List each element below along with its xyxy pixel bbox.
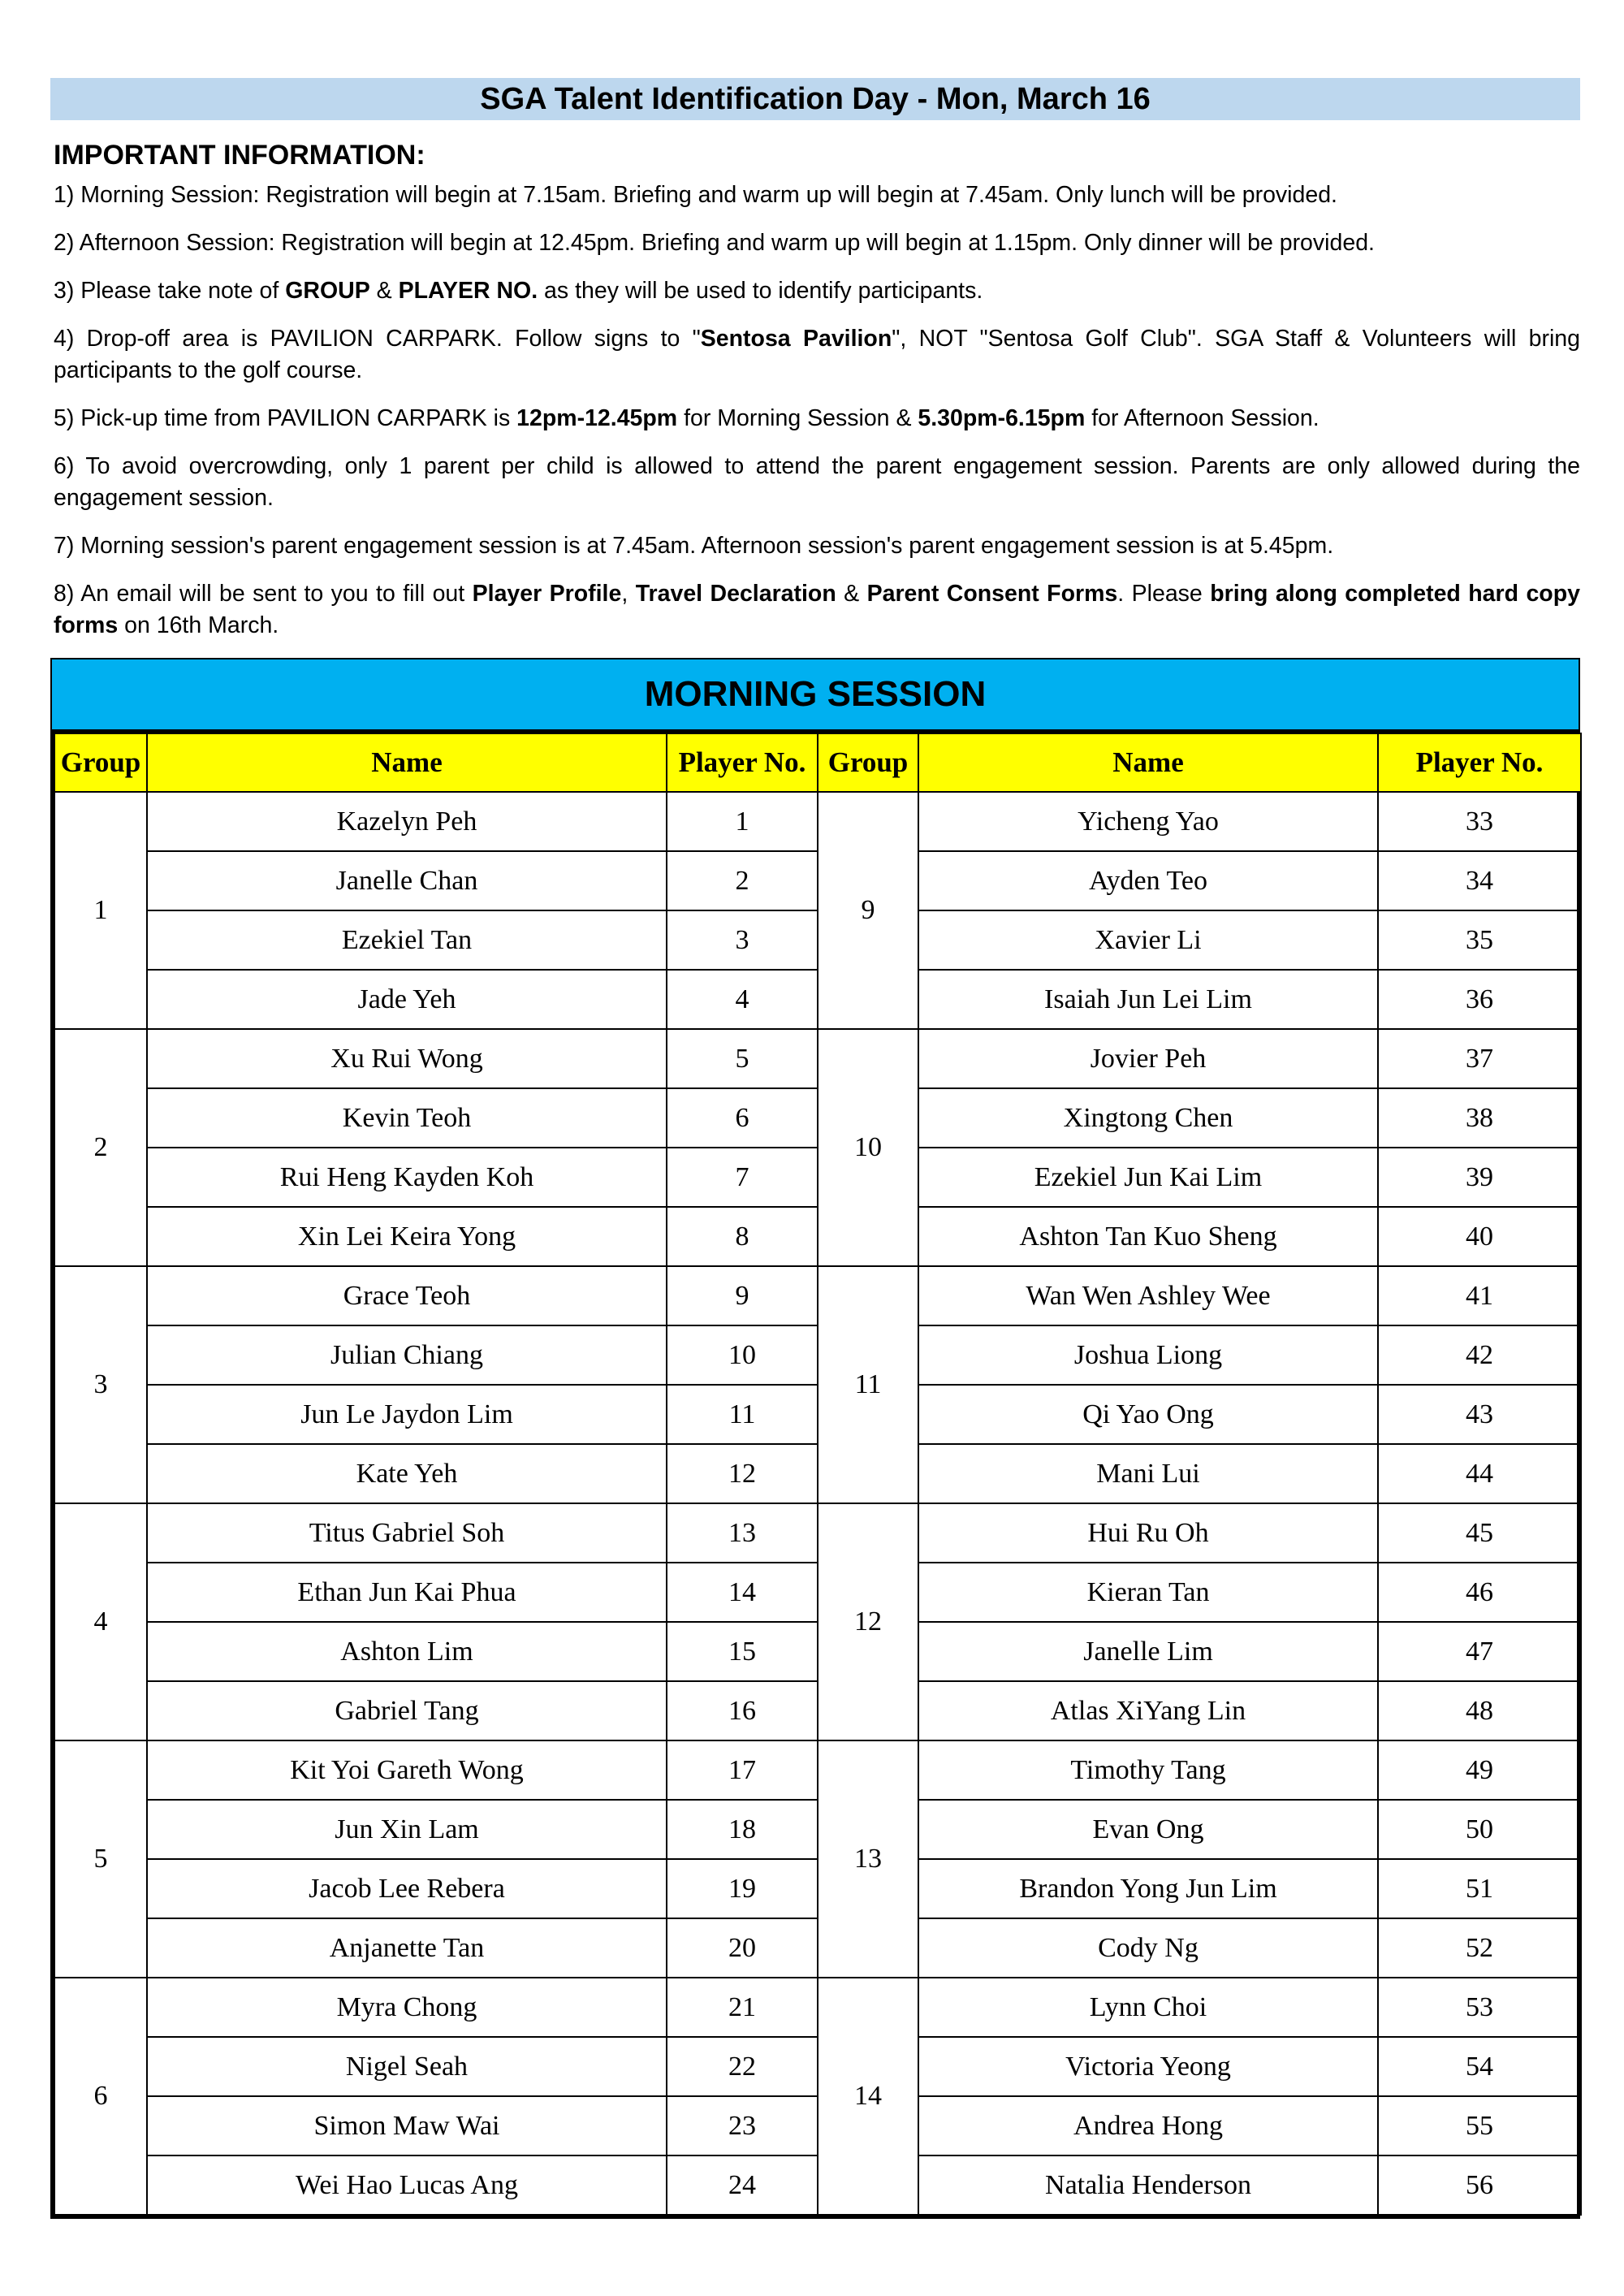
table-row <box>54 1740 1581 1800</box>
info-bold-text: Player Profile <box>472 581 622 607</box>
info-bold-text: Sentosa Pavilion <box>700 326 892 352</box>
player-name: Wei Hao Lucas Ang <box>147 2155 667 2215</box>
player-number: 45 <box>1378 1503 1581 1563</box>
player-number: 6 <box>667 1088 818 1148</box>
player-number: 43 <box>1378 1385 1581 1444</box>
player-name: Jacob Lee Rebera <box>147 1859 667 1918</box>
info-text: for Morning Session & <box>677 405 918 431</box>
group-cell: 2 <box>54 1029 147 1266</box>
player-name: Jun Xin Lam <box>147 1800 667 1859</box>
group-cell: 6 <box>54 1978 147 2215</box>
player-number: 24 <box>667 2155 818 2215</box>
player-number: 4 <box>667 970 818 1029</box>
info-item <box>54 530 1580 562</box>
player-number: 23 <box>667 2096 818 2155</box>
player-name: Hui Ru Oh <box>918 1503 1378 1563</box>
player-name: Julian Chiang <box>147 1325 667 1385</box>
player-name: Grace Teoh <box>147 1266 667 1325</box>
player-name: Wan Wen Ashley Wee <box>918 1266 1378 1325</box>
player-name: Jade Yeh <box>147 970 667 1029</box>
player-name: Nigel Seah <box>147 2037 667 2096</box>
player-name: Ezekiel Jun Kai Lim <box>918 1148 1378 1207</box>
player-number: 33 <box>1378 792 1581 851</box>
info-bold-text: GROUP <box>285 278 370 304</box>
player-name: Kate Yeh <box>147 1444 667 1503</box>
player-name: Kazelyn Peh <box>147 792 667 851</box>
info-text: 7) Morning session's parent engagement session is at 7.45am. Afternoon session's parent engagement session is at 5.45pm. <box>54 533 1334 559</box>
player-name: Mani Lui <box>918 1444 1378 1503</box>
player-name: Cody Ng <box>918 1918 1378 1978</box>
player-number: 40 <box>1378 1207 1581 1266</box>
header-group-right: Group <box>818 733 918 792</box>
player-name: Myra Chong <box>147 1978 667 2037</box>
player-number: 12 <box>667 1444 818 1503</box>
group-cell: 12 <box>818 1503 918 1740</box>
player-name: Xavier Li <box>918 910 1378 970</box>
info-bold-text: Travel Declaration <box>635 581 836 607</box>
player-name: Joshua Liong <box>918 1325 1378 1385</box>
roster-table-frame <box>50 729 1580 2219</box>
player-number: 52 <box>1378 1918 1581 1978</box>
player-name: Ayden Teo <box>918 851 1378 910</box>
info-text: ", NOT "Sentosa Golf Club". SGA Staff & Volunteers will bring participants to the golf course. <box>54 326 1580 383</box>
group-cell: 10 <box>818 1029 918 1266</box>
group-cell: 5 <box>54 1740 147 1978</box>
player-number: 2 <box>667 851 818 910</box>
page-title: SGA Talent Identification Day - Mon, March 16 <box>50 78 1580 120</box>
player-name: Isaiah Jun Lei Lim <box>918 970 1378 1029</box>
player-number: 34 <box>1378 851 1581 910</box>
info-text: , <box>621 581 636 607</box>
group-cell: 13 <box>818 1740 918 1978</box>
player-name: Kevin Teoh <box>147 1088 667 1148</box>
player-number: 16 <box>667 1681 818 1740</box>
player-number: 20 <box>667 1918 818 1978</box>
info-text: 3) Please take note of <box>54 278 286 304</box>
player-number: 5 <box>667 1029 818 1088</box>
player-number: 47 <box>1378 1622 1581 1681</box>
player-number: 49 <box>1378 1740 1581 1800</box>
player-number: 14 <box>667 1563 818 1622</box>
table-row <box>54 1266 1581 1325</box>
player-name: Kieran Tan <box>918 1563 1378 1622</box>
info-text: 4) Drop-off area is PAVILION CARPARK. Follow signs to " <box>54 326 701 352</box>
player-name: Timothy Tang <box>918 1740 1378 1800</box>
info-text: 8) An email will be sent to you to fill out <box>54 581 473 607</box>
player-number: 56 <box>1378 2155 1581 2215</box>
info-text: 5) Pick-up time from PAVILION CARPARK is <box>54 405 517 431</box>
player-number: 7 <box>667 1148 818 1207</box>
player-number: 9 <box>667 1266 818 1325</box>
player-name: Titus Gabriel Soh <box>147 1503 667 1563</box>
info-bold-text: PLAYER NO. <box>398 278 538 304</box>
info-bold-text: Parent Consent Forms <box>866 581 1118 607</box>
player-name: Andrea Hong <box>918 2096 1378 2155</box>
roster-table <box>54 733 1582 2216</box>
info-text: as they will be used to identify participants. <box>538 278 983 304</box>
header-group-left: Group <box>54 733 147 792</box>
info-bold-text: 12pm-12.45pm <box>516 405 678 431</box>
header-player-no-right: Player No. <box>1378 733 1581 792</box>
info-text: & <box>836 581 867 607</box>
player-number: 3 <box>667 910 818 970</box>
info-item <box>54 179 1580 211</box>
player-number: 53 <box>1378 1978 1581 2037</box>
info-list <box>50 179 1580 642</box>
info-text: 6) To avoid overcrowding, only 1 parent per child is allowed to attend the parent engagement session. Parents are only allowed during the engagement session. <box>54 453 1580 511</box>
player-number: 1 <box>667 792 818 851</box>
player-number: 36 <box>1378 970 1581 1029</box>
info-item <box>54 323 1580 387</box>
info-item <box>54 227 1580 259</box>
info-text: for Afternoon Session. <box>1085 405 1320 431</box>
player-name: Rui Heng Kayden Koh <box>147 1148 667 1207</box>
player-number: 11 <box>667 1385 818 1444</box>
player-name: Simon Maw Wai <box>147 2096 667 2155</box>
player-number: 55 <box>1378 2096 1581 2155</box>
player-number: 37 <box>1378 1029 1581 1088</box>
player-name: Janelle Chan <box>147 851 667 910</box>
info-bold-text: 5.30pm-6.15pm <box>918 405 1086 431</box>
player-name: Natalia Henderson <box>918 2155 1378 2215</box>
info-text: 2) Afternoon Session: Registration will begin at 12.45pm. Briefing and warm up will begin at 1.15pm. Only dinner will be provided. <box>54 230 1375 256</box>
roster-body <box>54 792 1581 2215</box>
player-name: Gabriel Tang <box>147 1681 667 1740</box>
player-name: Qi Yao Ong <box>918 1385 1378 1444</box>
table-row <box>54 792 1581 851</box>
header-name-left: Name <box>147 733 667 792</box>
player-number: 17 <box>667 1740 818 1800</box>
player-name: Xin Lei Keira Yong <box>147 1207 667 1266</box>
player-number: 50 <box>1378 1800 1581 1859</box>
player-number: 18 <box>667 1800 818 1859</box>
player-name: Lynn Choi <box>918 1978 1378 2037</box>
header-player-no-left: Player No. <box>667 733 818 792</box>
player-number: 51 <box>1378 1859 1581 1918</box>
player-number: 46 <box>1378 1563 1581 1622</box>
player-name: Ashton Lim <box>147 1622 667 1681</box>
player-number: 39 <box>1378 1148 1581 1207</box>
session-title: MORNING SESSION <box>50 658 1580 729</box>
player-name: Ashton Tan Kuo Sheng <box>918 1207 1378 1266</box>
player-number: 21 <box>667 1978 818 2037</box>
player-number: 22 <box>667 2037 818 2096</box>
group-cell: 11 <box>818 1266 918 1503</box>
player-name: Evan Ong <box>918 1800 1378 1859</box>
info-item <box>54 451 1580 514</box>
player-number: 13 <box>667 1503 818 1563</box>
player-number: 38 <box>1378 1088 1581 1148</box>
info-heading: IMPORTANT INFORMATION: <box>54 140 425 171</box>
table-row <box>54 1978 1581 2037</box>
player-name: Ezekiel Tan <box>147 910 667 970</box>
player-name: Jun Le Jaydon Lim <box>147 1385 667 1444</box>
info-item <box>54 275 1580 307</box>
group-cell: 4 <box>54 1503 147 1740</box>
group-cell: 14 <box>818 1978 918 2215</box>
player-number: 15 <box>667 1622 818 1681</box>
info-text: on 16th March. <box>118 612 279 638</box>
player-name: Xingtong Chen <box>918 1088 1378 1148</box>
player-number: 42 <box>1378 1325 1581 1385</box>
player-number: 41 <box>1378 1266 1581 1325</box>
info-text: . Please <box>1117 581 1211 607</box>
table-row <box>54 1503 1581 1563</box>
player-number: 35 <box>1378 910 1581 970</box>
player-number: 54 <box>1378 2037 1581 2096</box>
player-name: Atlas XiYang Lin <box>918 1681 1378 1740</box>
player-number: 44 <box>1378 1444 1581 1503</box>
player-name: Jovier Peh <box>918 1029 1378 1088</box>
player-name: Ethan Jun Kai Phua <box>147 1563 667 1622</box>
player-number: 10 <box>667 1325 818 1385</box>
player-number: 48 <box>1378 1681 1581 1740</box>
player-number: 8 <box>667 1207 818 1266</box>
player-name: Anjanette Tan <box>147 1918 667 1978</box>
player-number: 19 <box>667 1859 818 1918</box>
header-name-right: Name <box>918 733 1378 792</box>
info-text: & <box>369 278 399 304</box>
player-name: Yicheng Yao <box>918 792 1378 851</box>
table-header-row <box>54 733 1581 792</box>
player-name: Xu Rui Wong <box>147 1029 667 1088</box>
info-bold-text: bring along completed hard copy forms <box>54 581 1580 638</box>
table-row <box>54 1029 1581 1088</box>
group-cell: 9 <box>818 792 918 1029</box>
info-text: 1) Morning Session: Registration will begin at 7.15am. Briefing and warm up will begin at 7.45am. Only lunch will be provided. <box>54 182 1337 208</box>
info-item <box>54 403 1580 435</box>
page <box>50 78 1580 2219</box>
group-cell: 1 <box>54 792 147 1029</box>
player-name: Brandon Yong Jun Lim <box>918 1859 1378 1918</box>
player-name: Victoria Yeong <box>918 2037 1378 2096</box>
player-name: Janelle Lim <box>918 1622 1378 1681</box>
player-name: Kit Yoi Gareth Wong <box>147 1740 667 1800</box>
info-item <box>54 578 1580 642</box>
group-cell: 3 <box>54 1266 147 1503</box>
